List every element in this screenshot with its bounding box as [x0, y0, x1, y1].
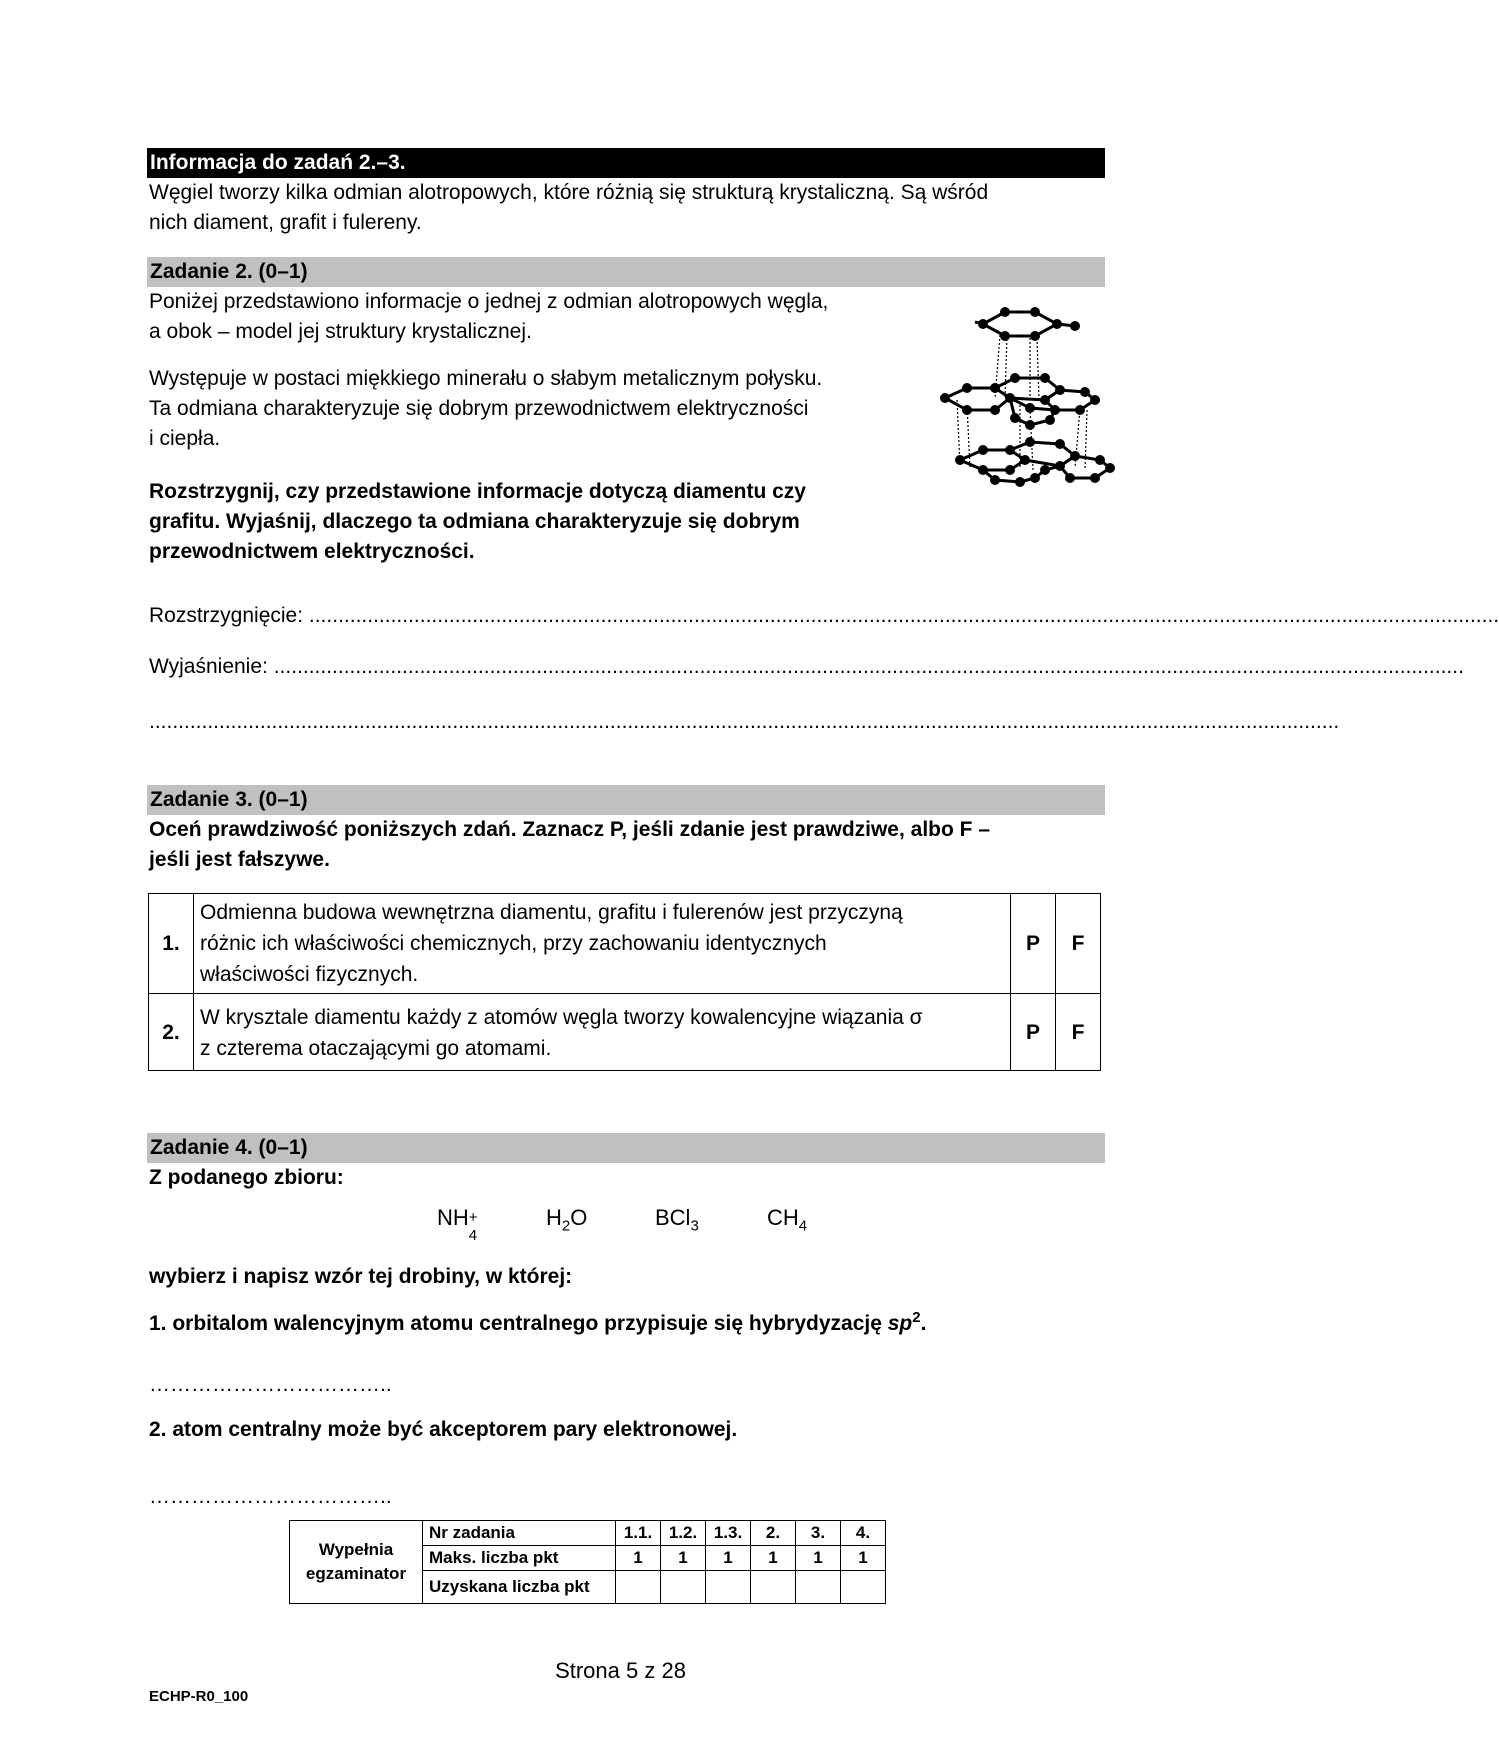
task4-header: Zadanie 4. (0–1)	[147, 1133, 1105, 1163]
task2-intro-2: a obok – model jej struktury krystalicznej.	[149, 320, 532, 343]
table-row	[149, 894, 1101, 994]
table-row	[290, 1521, 886, 1546]
task-number-cell: 2.	[751, 1521, 796, 1546]
question-end: .	[920, 1312, 927, 1335]
task-number-cell: 4.	[841, 1521, 886, 1546]
obtained-points-cell[interactable]	[841, 1571, 886, 1604]
task3-command-1: Oceń prawdziwość poniższych zdań. Zaznacz P, jeśli zdanie jest prawdziwe, albo F –	[149, 818, 991, 841]
max-points-cell: 1	[796, 1546, 841, 1571]
task2-answer-decision[interactable]	[149, 601, 1499, 631]
task2-answer-explanation[interactable]	[149, 652, 1464, 682]
formula-methane	[767, 1205, 807, 1234]
task3-command-2: jeśli jest fałszywe.	[149, 848, 330, 871]
question-text: 1. orbitalom walencyjnym atomu centralnego przypisuje się hybrydyzację	[149, 1312, 888, 1335]
task2-intro-1: Poniżej przedstawiono informacje o jednej z odmian alotropowych węgla,	[149, 290, 829, 313]
task2-desc-3: i ciepła.	[149, 427, 221, 450]
obtained-points-cell[interactable]	[661, 1571, 706, 1604]
statement-line: właściwości fizycznych.	[200, 963, 419, 986]
examiner-label-line: Wypełnia	[318, 1540, 394, 1559]
info-text-line-1: Węgiel tworzy kilka odmian alotropowych, które różnią się strukturą krystaliczną. Są wśród	[149, 181, 989, 204]
hybridization-superscript: 2	[912, 1309, 921, 1326]
hybridization-term: sp	[887, 1312, 913, 1335]
task-number-header: Nr zadania	[423, 1521, 616, 1546]
formula-part: O	[570, 1205, 588, 1230]
statement-line: W krysztale diamentu każdy z atomów węgla tworzy kowalencyjne wiązania σ	[200, 1006, 923, 1029]
obtained-points-cell[interactable]	[751, 1571, 796, 1604]
max-points-cell: 1	[751, 1546, 796, 1571]
explanation-dots: ............................................................................................................................................................................................................	[273, 655, 1464, 678]
task4-question-1	[149, 1303, 926, 1339]
formula-ammonium	[437, 1205, 479, 1244]
row-number: 1.	[149, 894, 194, 994]
task4-answer-2-dots[interactable]: ……………………………..	[149, 1485, 392, 1508]
true-option-1[interactable]: P	[1011, 894, 1056, 994]
formula-base: BCl	[655, 1205, 691, 1230]
true-false-table	[148, 893, 1101, 1071]
task2-command-2: grafitu. Wyjaśnij, dlaczego ta odmiana charakteryzuje się dobrym	[149, 510, 800, 533]
task4-answer-1-dots[interactable]: ……………………………..	[149, 1373, 392, 1396]
formula-subscript: 4	[468, 1227, 478, 1244]
formula-subscript: 3	[690, 1217, 699, 1235]
max-points-cell: 1	[841, 1546, 886, 1571]
formula-base: NH	[437, 1205, 469, 1230]
statement-1	[194, 894, 1011, 994]
task3-header: Zadanie 3. (0–1)	[147, 785, 1105, 815]
formula-base: CH	[767, 1205, 799, 1230]
obtained-points-header: Uzyskana liczba pkt	[423, 1571, 616, 1604]
max-points-cell: 1	[616, 1546, 661, 1571]
false-option-1[interactable]: F	[1056, 894, 1101, 994]
statement-line: z czterema otaczającymi go atomami.	[200, 1037, 552, 1060]
examiner-label-line: egzaminator	[305, 1564, 407, 1583]
task4-question-2: 2. atom centralny może być akceptorem pary elektronowej.	[149, 1418, 738, 1441]
info-text-line-2: nich diament, grafit i fulereny.	[149, 211, 422, 234]
formula-subscript: 4	[798, 1217, 808, 1235]
task-number-cell: 1.3.	[706, 1521, 751, 1546]
explanation-label: Wyjaśnienie:	[149, 655, 274, 678]
table-row	[149, 994, 1101, 1071]
statement-line: Odmienna budowa wewnętrzna diamentu, grafitu i fulerenów jest przyczyną	[200, 901, 903, 924]
max-points-cell: 1	[661, 1546, 706, 1571]
decision-dots: ............................................................................................................................................................................................................	[308, 604, 1499, 627]
examiner-label	[290, 1521, 423, 1604]
obtained-points-cell[interactable]	[706, 1571, 751, 1604]
exam-code: ECHP-R0_100	[149, 1688, 249, 1705]
explanation-dots-line-2[interactable]: ............................................................................................................................................................................................................	[149, 710, 1340, 733]
formula-boron-trichloride	[655, 1205, 699, 1234]
task2-desc-1: Występuje w postaci miękkiego minerału o słabym metalicznym połysku.	[149, 367, 823, 390]
formula-part: H	[546, 1205, 562, 1230]
row-number: 2.	[149, 994, 194, 1071]
obtained-points-cell[interactable]	[796, 1571, 841, 1604]
task-number-cell: 1.1.	[616, 1521, 661, 1546]
max-points-cell: 1	[706, 1546, 751, 1571]
formula-charge: +	[468, 1209, 478, 1226]
true-option-2[interactable]: P	[1011, 994, 1056, 1071]
page-number: Strona 5 z 28	[555, 1658, 686, 1683]
graphite-structure-image	[935, 300, 1115, 525]
task4-intro: Z podanego zbioru:	[149, 1166, 344, 1189]
task2-desc-2: Ta odmiana charakteryzuje się dobrym przewodnictwem elektryczności	[149, 397, 809, 420]
task2-header: Zadanie 2. (0–1)	[147, 257, 1105, 287]
decision-label: Rozstrzygnięcie:	[149, 604, 309, 627]
task-number-cell: 1.2.	[661, 1521, 706, 1546]
statement-2	[194, 994, 1011, 1071]
formula-water	[546, 1205, 587, 1234]
statement-line: różnic ich właściwości chemicznych, przy zachowaniu identycznych	[200, 932, 827, 955]
task4-command: wybierz i napisz wzór tej drobiny, w której:	[149, 1265, 573, 1288]
info-header: Informacja do zadań 2.–3.	[147, 148, 1105, 178]
examiner-score-table	[289, 1520, 886, 1604]
task-number-cell: 3.	[796, 1521, 841, 1546]
false-option-2[interactable]: F	[1056, 994, 1101, 1071]
formula-subscript: 2	[561, 1217, 571, 1235]
task2-command-3: przewodnictwem elektryczności.	[149, 540, 475, 563]
task2-command-1: Rozstrzygnij, czy przedstawione informacje dotyczą diamentu czy	[149, 480, 806, 503]
obtained-points-cell[interactable]	[616, 1571, 661, 1604]
max-points-header: Maks. liczba pkt	[423, 1546, 616, 1571]
